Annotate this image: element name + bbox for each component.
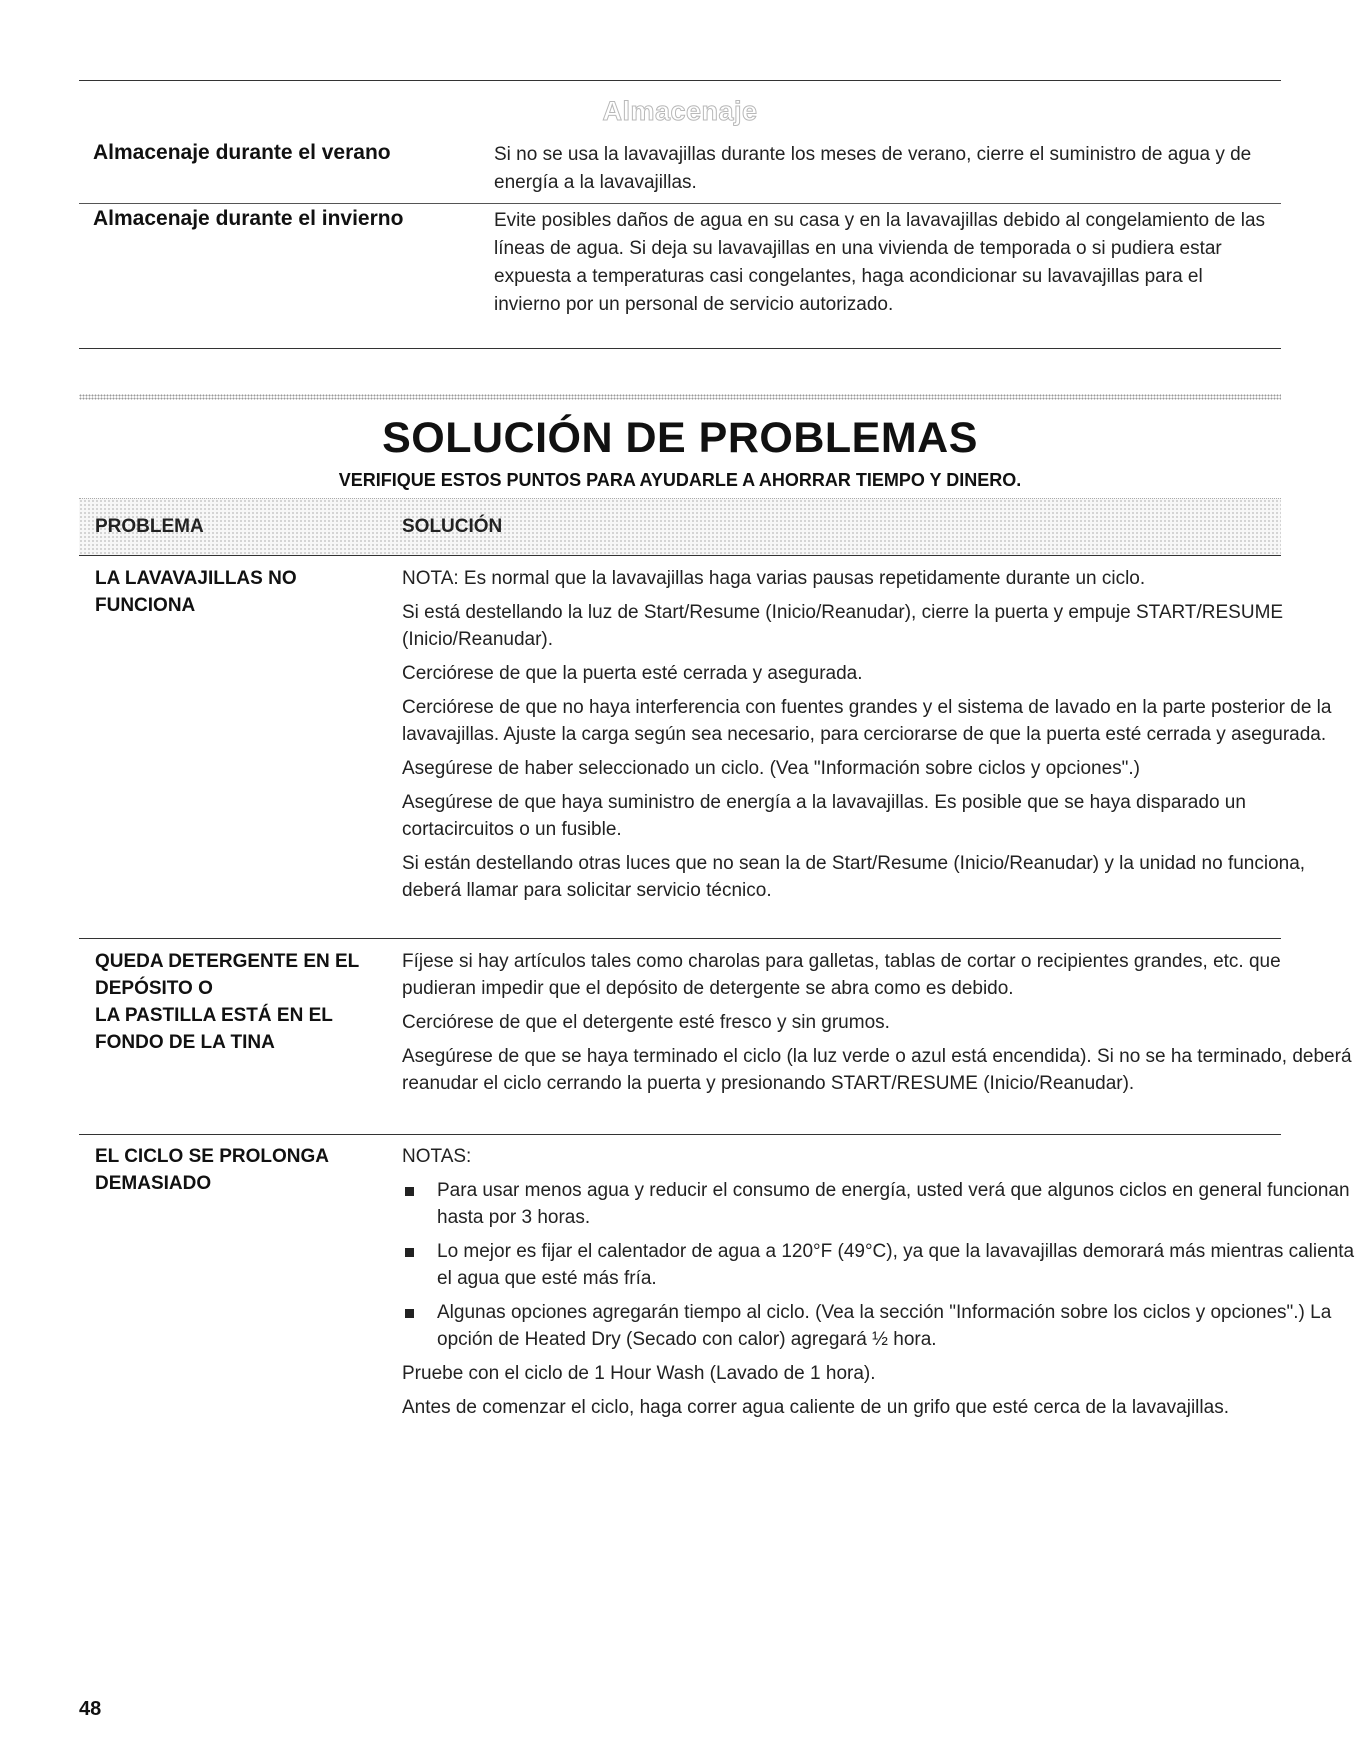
storage-label: Almacenaje durante el verano	[93, 141, 391, 164]
column-header-problem: PROBLEMA	[95, 516, 204, 537]
problem-line: FUNCIONA	[95, 595, 196, 616]
problem-line: DEPÓSITO O	[95, 978, 213, 999]
problem-cell	[95, 565, 385, 619]
list-item-text: Algunas opciones agregarán tiempo al ciclo. (Vea la sección "Información sobre los ciclos y opciones".) La opción de Heated Dry (Secado con calor) agregará ½ hora.	[437, 1302, 1332, 1350]
list-item-text: Lo mejor es fijar el calentador de agua a 120°F (49°C), ya que la lavavajillas demorará más mientras calienta el agua que esté más fría.	[437, 1241, 1355, 1289]
problem-line: QUEDA DETERGENTE EN EL	[95, 951, 360, 972]
divider	[79, 1134, 1281, 1135]
solution-paragraph: Si están destellando otras luces que no sean la de Start/Resume (Inicio/Reanudar) y la unidad no funciona, deberá llamar para solicitar servicio técnico.	[402, 853, 1306, 901]
divider	[79, 348, 1281, 349]
table-header	[79, 498, 1281, 556]
solution-paragraph: Si está destellando la luz de Start/Resume (Inicio/Reanudar), cierre la puerta y empuje START/RESUME (Inicio/Reanudar).	[402, 602, 1284, 650]
storage-label: Almacenaje durante el invierno	[93, 207, 404, 230]
troubleshooting-title: SOLUCIÓN DE PROBLEMAS	[382, 414, 978, 462]
problem-line: FONDO DE LA TINA	[95, 1032, 275, 1053]
problem-cell	[95, 948, 385, 1056]
list-item	[402, 1177, 1357, 1231]
divider	[79, 203, 1281, 204]
solution-paragraph: Fíjese si hay artículos tales como charolas para galletas, tablas de cortar o recipientes grandes, etc. que pudieran impedir que el depósito de detergente se abra como es debido.	[402, 951, 1281, 999]
solution-paragraph: NOTA: Es normal que la lavavajillas haga varias pausas repetidamente durante un ciclo.	[402, 568, 1146, 589]
solution-cell	[402, 948, 1357, 1104]
solution-cell	[402, 565, 1357, 911]
solution-paragraph: Asegúrese de que se haya terminado el ciclo (la luz verde o azul está encendida). Si no se ha terminado, deberá reanudar el ciclo cerrando la puerta y presionando START/RESUME (Inicio/Reanudar).	[402, 1046, 1352, 1094]
problem-line: DEMASIADO	[95, 1173, 212, 1194]
solution-paragraph: Cerciórese de que no haya interferencia con fuentes grandes y el sistema de lavado en la parte posterior de la lavavajillas. Ajuste la carga según sea necesario, para cerciorarse de que la puerta esté cerrada y asegurada.	[402, 697, 1332, 745]
storage-text: Si no se usa la lavavajillas durante los meses de verano, cierre el suministro de agua y de energía a la lavavajillas.	[494, 144, 1252, 193]
problem-line: EL CICLO SE PROLONGA	[95, 1146, 330, 1167]
solution-paragraph: Cerciórese de que la puerta esté cerrada y asegurada.	[402, 663, 863, 684]
column-header-solution: SOLUCIÓN	[402, 516, 503, 537]
divider	[79, 80, 1281, 81]
square-bullet-icon	[405, 1187, 414, 1196]
list-item-text: Para usar menos agua y reducir el consumo de energía, usted verá que algunos ciclos en general funcionan hasta por 3 horas.	[437, 1180, 1350, 1228]
problem-cell	[95, 1143, 385, 1197]
storage-heading: Almacenaje	[602, 96, 758, 126]
section-separator	[79, 394, 1281, 400]
solution-paragraph: Antes de comenzar el ciclo, haga correr agua caliente de un grifo que esté cerca de la lavavajillas.	[402, 1397, 1229, 1418]
solution-paragraph: Asegúrese de haber seleccionado un ciclo. (Vea "Información sobre ciclos y opciones".)	[402, 758, 1141, 779]
solution-paragraph: Cerciórese de que el detergente esté fresco y sin grumos.	[402, 1012, 890, 1033]
problem-line: LA LAVAVAJILLAS NO	[95, 568, 297, 589]
solution-paragraph: Asegúrese de que haya suministro de energía a la lavavajillas. Es posible que se haya disparado un cortacircuitos o un fusible.	[402, 792, 1246, 840]
list-item	[402, 1299, 1357, 1353]
troubleshooting-subtitle: VERIFIQUE ESTOS PUNTOS PARA AYUDARLE A AHORRAR TIEMPO Y DINERO.	[338, 470, 1022, 490]
notes-label: NOTAS:	[402, 1146, 472, 1167]
notes-list	[402, 1177, 1357, 1353]
divider	[79, 938, 1281, 939]
storage-text: Evite posibles daños de agua en su casa y en la lavavajillas debido al congelamiento de las líneas de agua. Si deja su lavavajillas en una vivienda de temporada o si pudiera estar expuesta a temperaturas casi congelantes, haga acondicionar su lavavajillas para el invierno por un personal de servicio autorizado.	[494, 210, 1266, 315]
solution-paragraph: Pruebe con el ciclo de 1 Hour Wash (Lavado de 1 hora).	[402, 1363, 876, 1384]
page-number: 48	[79, 1698, 102, 1720]
solution-cell	[402, 1143, 1357, 1428]
problem-line: LA PASTILLA ESTÁ EN EL	[95, 1005, 333, 1026]
list-item	[402, 1238, 1357, 1292]
square-bullet-icon	[405, 1248, 414, 1257]
square-bullet-icon	[405, 1309, 414, 1318]
